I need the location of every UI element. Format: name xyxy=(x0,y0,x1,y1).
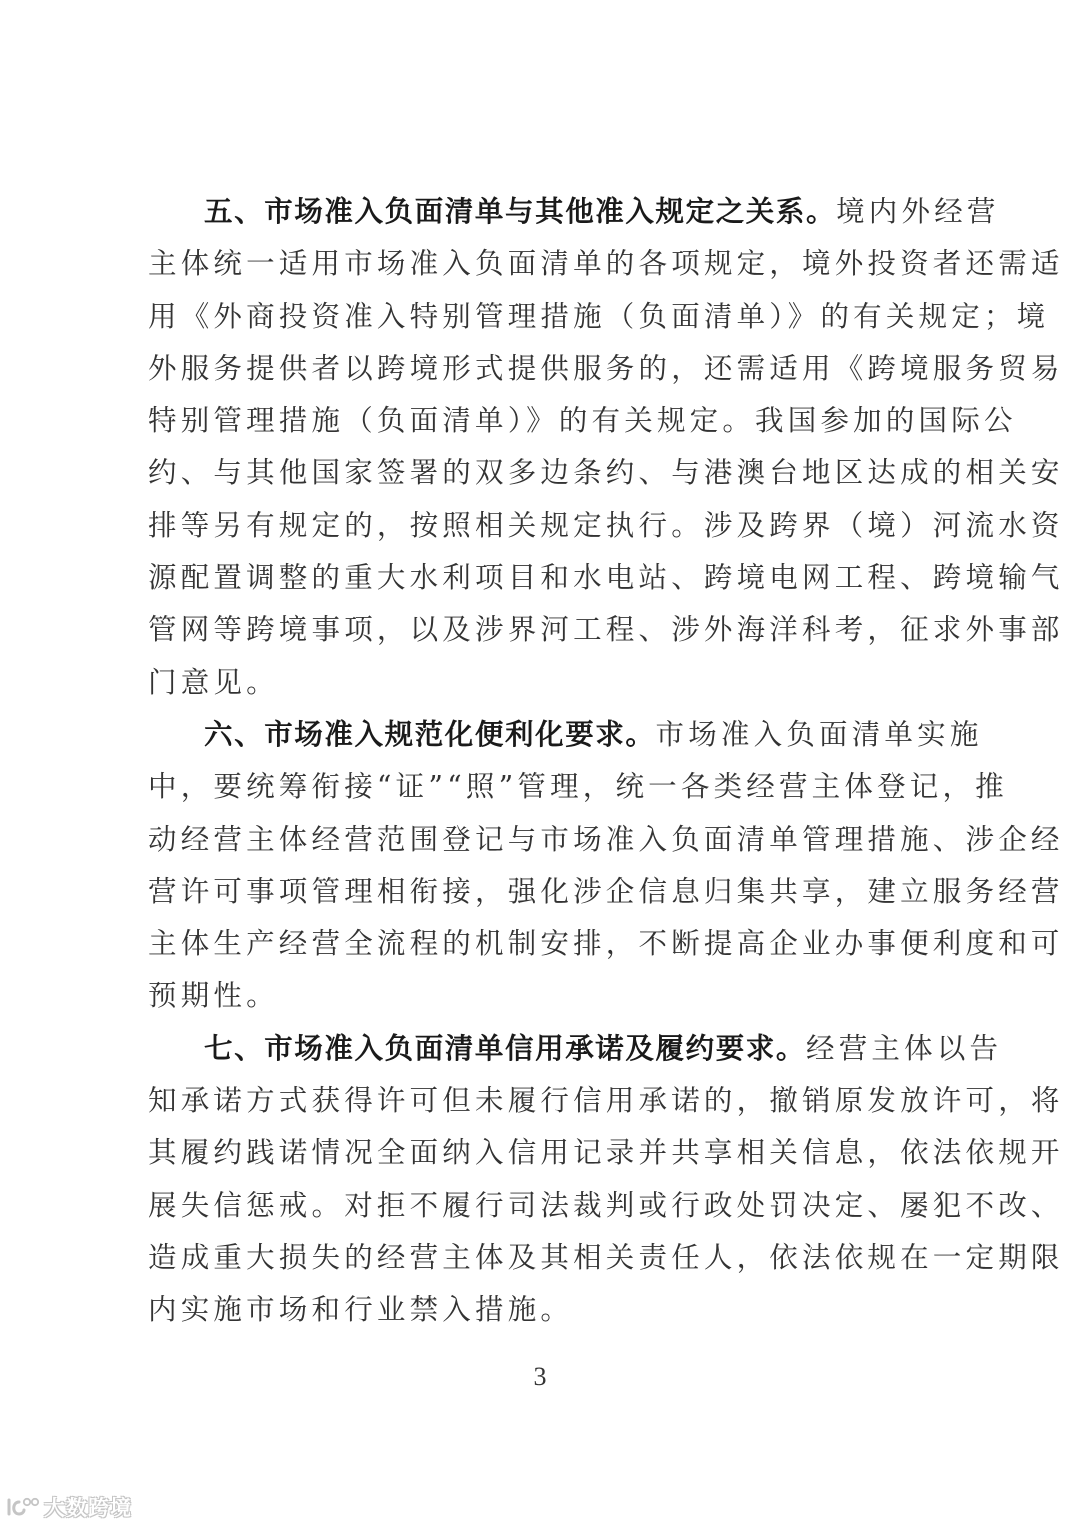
paragraph-line: 源配置调整的重大水利项目和水电站、跨境电网工程、跨境输气 xyxy=(148,561,1064,595)
paragraph-text: 经营主体以告 xyxy=(806,1031,1003,1065)
paragraph-first-line xyxy=(148,709,983,761)
watermark xyxy=(6,1494,132,1520)
section-heading: 五、市场准入负面清单与其他准入规定之关系。 xyxy=(204,195,837,228)
paragraph-line: 管网等跨境事项，以及涉界河工程、涉外海洋科考，征求外事部 xyxy=(148,613,1064,647)
paragraph-line: 营许可事项管理相衔接，强化涉企信息归集共享，建立服务经营 xyxy=(148,874,1064,908)
watermark-text: 大数跨境 xyxy=(44,1496,132,1520)
paragraph-line: 其履约践诺情况全面纳入信用记录并共享相关信息，依法依规开 xyxy=(148,1136,1064,1170)
paragraph-line: 动经营主体经营范围登记与市场准入负面清单管理措施、涉企经 xyxy=(148,822,1064,856)
paragraph-line: 主体统一适用市场准入负面清单的各项规定，境外投资者还需适 xyxy=(148,247,1064,281)
paragraph-text: 市场准入负面清单实施 xyxy=(655,717,983,751)
paragraph-line: 内实施市场和行业禁入措施。 xyxy=(148,1293,574,1327)
section-heading: 六、市场准入规范化便利化要求。 xyxy=(204,717,656,751)
paragraph-line: 主体生产经营全流程的机制安排，不断提高企业办事便利度和可 xyxy=(148,927,1064,961)
section-5 xyxy=(148,186,1064,709)
paragraph-line: 约、与其他国家签署的双多边条约、与港澳台地区达成的相关安 xyxy=(148,456,1064,490)
document-page xyxy=(148,186,1064,1337)
paragraph-line: 中，要统筹衔接“证”“照”管理，统一各类经营主体登记，推 xyxy=(148,770,1008,804)
paragraph-line: 预期性。 xyxy=(148,979,279,1013)
paragraph-line: 知承诺方式获得许可但未履行信用承诺的，撤销原发放许可，将 xyxy=(148,1084,1064,1118)
paragraph-first-line xyxy=(148,1023,1003,1075)
paragraph-line: 造成重大损失的经营主体及其相关责任人，依法依规在一定期限 xyxy=(148,1240,1064,1274)
section-7 xyxy=(148,1023,1064,1337)
paragraph-line: 外服务提供者以跨境形式提供服务的，还需适用《跨境服务贸易 xyxy=(148,351,1064,385)
page-number: 3 xyxy=(533,1362,547,1391)
section-heading: 七、市场准入负面清单信用承诺及履约要求。 xyxy=(204,1031,807,1065)
paragraph-line: 展失信惩戒。对拒不履行司法裁判或行政处罚决定、屡犯不改、 xyxy=(148,1188,1064,1222)
paragraph-first-line xyxy=(148,186,1000,238)
dashuju-logo-icon xyxy=(6,1496,40,1518)
section-6 xyxy=(148,709,1064,1023)
paragraph-text: 境内外经营 xyxy=(836,195,1000,228)
paragraph-line: 门意见。 xyxy=(148,665,279,699)
paragraph-line: 排等另有规定的，按照相关规定执行。涉及跨界（境）河流水资 xyxy=(148,508,1064,542)
paragraph-line: 特别管理措施（负面清单）》的有关规定。我国参加的国际公 xyxy=(148,404,1017,438)
paragraph-line: 用《外商投资准入特别管理措施（负面清单）》的有关规定；境 xyxy=(148,299,1050,333)
